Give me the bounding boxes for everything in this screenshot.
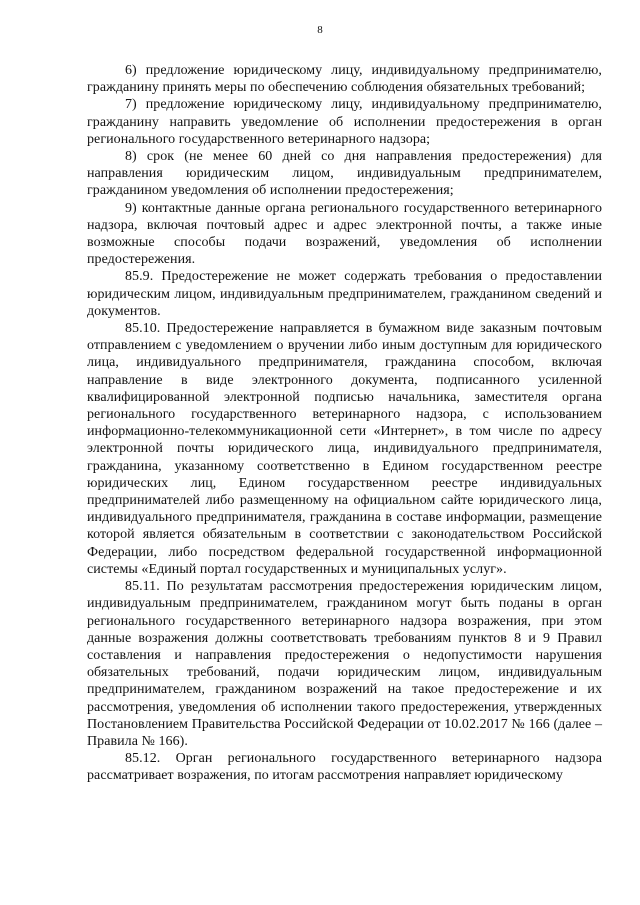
paragraph-85-12: 85.12. Орган регионального государственного ветеринарного надзора рассматривает возражения, по итогам рассмотрения направляет юридическому bbox=[87, 751, 602, 784]
paragraph-item-6: 6) предложение юридическому лицу, индивидуальному предпринимателю, гражданину принять меры по обеспечению соблюдения обязательных требований; bbox=[87, 63, 602, 96]
paragraph-85-11: 85.11. По результатам рассмотрения предостережения юридическим лицом, индивидуальным предпринимателем, гражданином могут быть поданы в орган регионального государственного ветеринарного надзора возражения, при этом данные возражения должны соответствовать требованиям пунктов 8 и 9 Правил составления и направления предостережения о недопустимости нарушения обязательных требований, подачи юридическим лицом, индивидуальным предпринимателем, гражданином возражений на такое предостережение и их рассмотрения, уведомления об исполнении такого предостережения, утвержденных Постановлением Правительства Российской Федерации от 10.02.2017 № 166 (далее – Правила № 166). bbox=[87, 579, 602, 749]
paragraph-85-9: 85.9. Предостережение не может содержать требования о предоставлении юридическим лицом, индивидуальным предпринимателем, гражданином сведений и документов. bbox=[87, 269, 602, 319]
paragraph-item-9: 9) контактные данные органа регионального государственного ветеринарного надзора, включая почтовый адрес и адрес электронной почты, а также иные возможные способы подачи возражений, уведомления об исполнении предостережения. bbox=[87, 200, 602, 268]
paragraph-85-10: 85.10. Предостережение направляется в бумажном виде заказным почтовым отправлением с уведомлением о вручении либо иным доступным для юридического лица, индивидуального предпринимателя, гражданина способом, включая направление в виде электронного документа, подписанного усиленной квалифицированной электронной подписью начальника, заместителя органа регионального государственного ветеринарного надзора, с использованием информационно-телекоммуникационной сети «Интернет», в том числе по адресу электронной почты юридического лица, индивидуального предпринимателя, гражданина, указанному соответственно в Едином государственном реестре юридических лиц, Едином государственном реестре индивидуальных предпринимателей либо размещенному на официальном сайте юридического лица, индивидуального предпринимателя, гражданина в составе информации, размещение которой является обязательным в соответствии с законодательством Российской Федерации, либо посредством федеральной государственной информационной системы «Единый портал государственных и муниципальных услуг». bbox=[87, 321, 602, 577]
paragraph-item-8: 8) срок (не менее 60 дней со дня направления предостережения) для направления юридическим лицом, индивидуальным предпринимателем, гражданином уведомления об исполнении предостережения; bbox=[87, 149, 602, 199]
page-number: 8 bbox=[317, 24, 323, 36]
paragraph-item-7: 7) предложение юридическому лицу, индивидуальному предпринимателю, гражданину направить уведомление об исполнении предостережения в орган регионального государственного ветеринарного надзора; bbox=[87, 97, 602, 147]
document-body bbox=[87, 62, 602, 785]
